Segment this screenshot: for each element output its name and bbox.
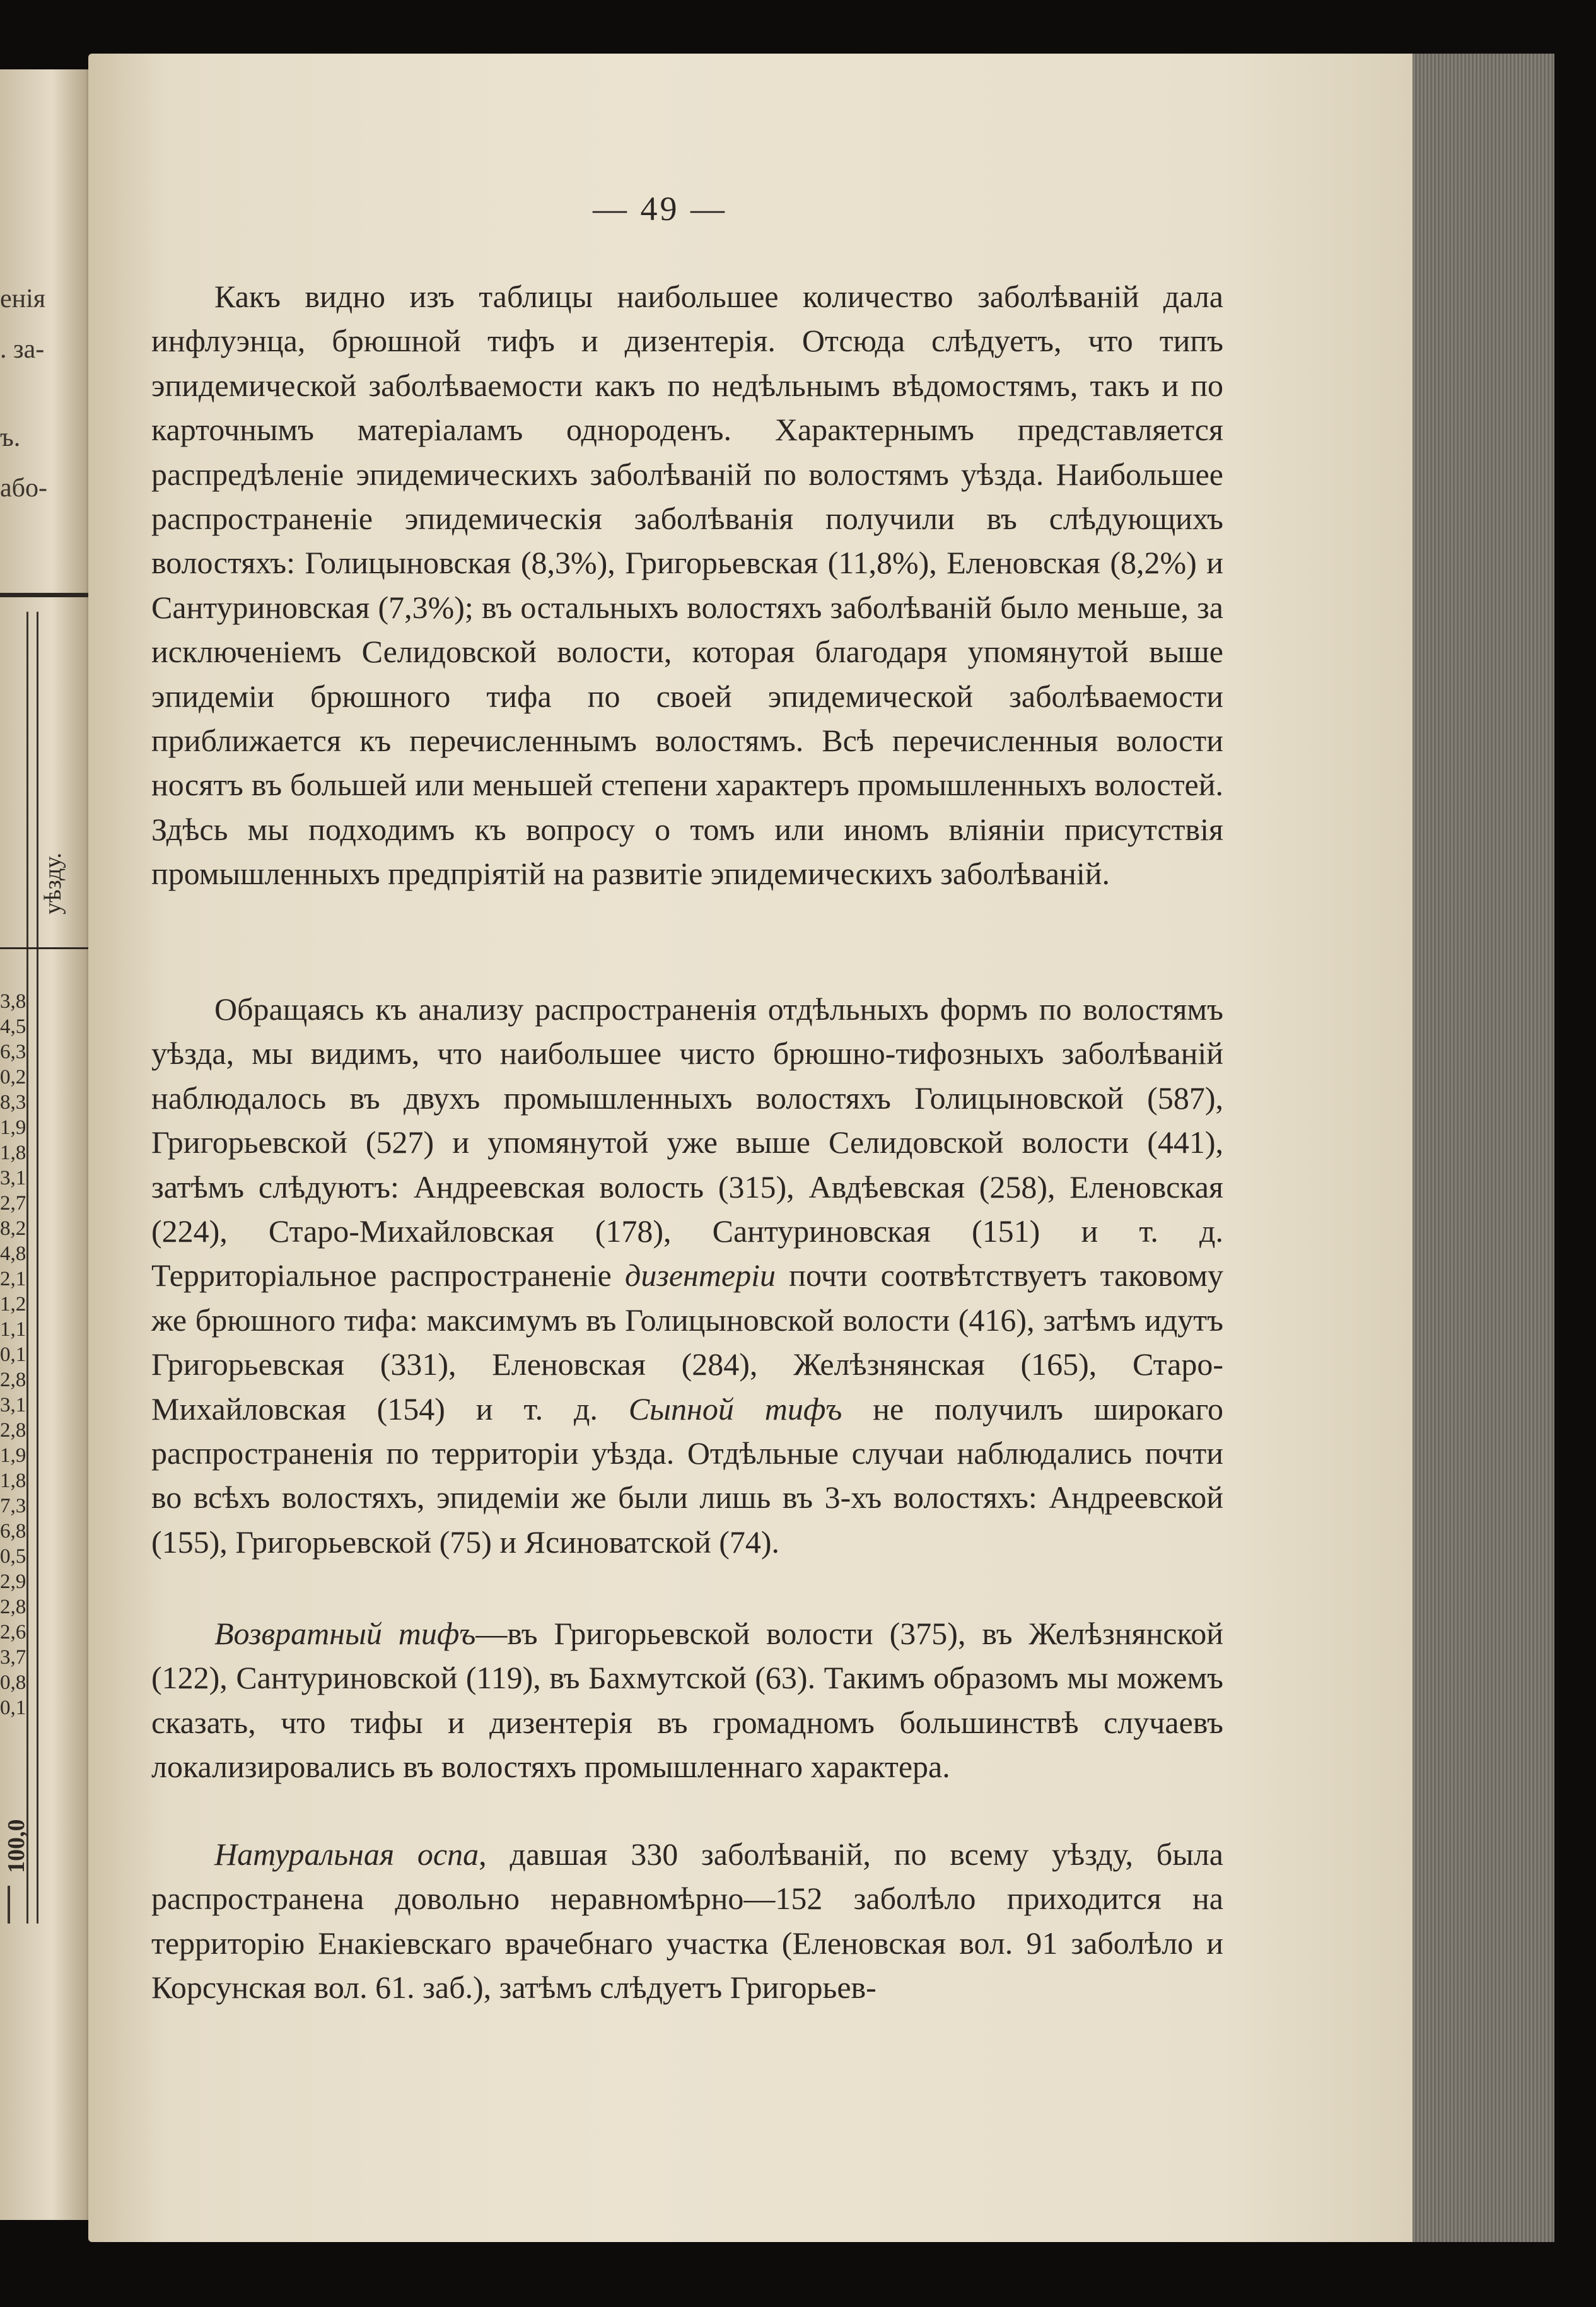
column-value: 0,1 (0, 1697, 26, 1719)
italic-term: Натуральная оспа (214, 1837, 479, 1872)
column-value: 3,7 (0, 1646, 26, 1669)
total-mark (8, 1886, 10, 1924)
paragraph-text: , давшая 330 заболѣваній, по всему уѣзду, была распространена довольно неравномѣрно—152 заболѣло приходится на территорію Енакіевскаго врачебнаго участка (Еленовская вол. 91 заболѣло и Корсунская вол. 61. заб.), затѣмъ слѣдуетъ Григорьев- (151, 1837, 1223, 2006)
previous-page-edge (0, 69, 95, 2220)
left-page-fragment: . за- (0, 335, 45, 364)
paragraph-text: почти соотвѣтствуетъ таковому же брюшного тифа: максимумъ въ Голицыновской волости (416), затѣмъ идутъ Григорьевская (331), Еленовская (284), Желѣзнянская (165), Старо-Михайловская (154) и т. д. (151, 1258, 1223, 1427)
column-value: 3,1 (0, 1167, 26, 1189)
column-value: 2,6 (0, 1621, 26, 1644)
column-value: 4,5 (0, 1015, 26, 1038)
table-column-divider (26, 612, 28, 1924)
paragraph (151, 1611, 1223, 1789)
table-top-rule (0, 593, 95, 597)
page-number: — 49 — (593, 190, 727, 228)
column-header: уѣзду. (40, 853, 66, 914)
column-value: 3,8 (0, 990, 26, 1013)
left-page-fragment: ъ. (0, 423, 21, 452)
column-value: 0,1 (0, 1343, 26, 1366)
column-value: 2,8 (0, 1596, 26, 1618)
column-value: 2,1 (0, 1268, 26, 1290)
column-value: 8,3 (0, 1091, 26, 1114)
column-value: 1,1 (0, 1318, 26, 1341)
column-total: 100,0 (3, 1819, 30, 1873)
table-column-divider (37, 612, 38, 1924)
column-value: 7,3 (0, 1495, 26, 1517)
column-value: 8,2 (0, 1217, 26, 1240)
paragraph-text: —въ Григорьевской волости (375), въ Желѣзнянской (122), Сантуриновской (119), въ Бахмутской (63). Такимъ образомъ мы можемъ сказать, что тифы и дизентерія въ громадномъ большинствѣ случаевъ локализировались въ волостяхъ промышленнаго характера. (151, 1616, 1224, 1785)
column-value: 1,9 (0, 1444, 26, 1467)
italic-term: дизентеріи (625, 1258, 776, 1294)
column-value: 2,7 (0, 1192, 26, 1215)
paragraph-text: Какъ видно изъ таблицы наибольшее количество заболѣваній дала инфлуэнца, брюшной тифъ и дизентерія. Отсюда слѣдуетъ, что типъ эпидемической заболѣваемости какъ по недѣльнымъ вѣдомостямъ, такъ и по карточнымъ матеріаламъ однороденъ. Характернымъ представляется распредѣленіе эпидемическихъ заболѣваній по волостямъ уѣзда. Наибольшее распространеніе эпидемическія заболѣванія получили въ слѣдующихъ волостяхъ: Голицыновская (8,3%), Григорьевская (11,8%), Еленовская (8,2%) и Сантуриновская (7,3%); въ остальныхъ волостяхъ заболѣваній было меньше, за исключеніемъ Селидовской волости, которая благодаря упомянутой выше эпидеміи брюшного тифа по своей эпидемической заболѣваемости приближается къ перечисленнымъ волостямъ. Всѣ перечисленныя волости носятъ въ большей или меньшей степени характеръ промышленныхъ волостей. Здѣсь мы подходимъ къ вопросу о томъ или иномъ вліяніи присутствія промышленныхъ предпріятій на развитіе эпидемическихъ заболѣваній. (151, 279, 1223, 892)
book-page-edges (1413, 54, 1554, 2242)
column-value: 6,8 (0, 1520, 26, 1543)
paragraph (151, 987, 1223, 1564)
left-page-fragment: або- (0, 474, 47, 503)
column-value: 1,8 (0, 1469, 26, 1492)
paragraph (151, 1832, 1223, 2010)
column-value: 3,1 (0, 1394, 26, 1416)
column-value: 4,8 (0, 1242, 26, 1265)
table-header-rule (0, 947, 95, 949)
paragraph (151, 274, 1223, 896)
column-value: 2,9 (0, 1570, 26, 1593)
column-value: 0,8 (0, 1671, 26, 1694)
left-page-fragment: енія (0, 284, 46, 313)
italic-term: Сыпной тифъ (628, 1391, 842, 1427)
column-value: 1,9 (0, 1116, 26, 1139)
paragraph-text: Обращаясь къ анализу распространенія отдѣльныхъ формъ по волостямъ уѣзда, мы видимъ, что наибольшее чисто брюшно-тифозныхъ заболѣваній наблюдалось въ двухъ промышленныхъ волостяхъ Голицыновской (587), Григорьевской (527) и упомянутой уже выше Селидовской волости (441), затѣмъ слѣдуютъ: Андреевская волость (315), Авдѣевская (258), Еленовская (224), Старо-Михайловская (178), Сантуриновская (151) и т. д. Территоріальное распространеніе (151, 991, 1223, 1294)
column-value: 6,3 (0, 1041, 26, 1063)
column-value: 0,5 (0, 1545, 26, 1568)
column-value: 0,2 (0, 1066, 26, 1089)
column-value: 2,8 (0, 1369, 26, 1391)
column-value: 1,8 (0, 1142, 26, 1164)
paragraph-text: не получилъ широкаго распространенія по территоріи уѣзда. Отдѣльные случаи наблюдались почти во всѣхъ волостяхъ, эпидеміи же были лишь въ 3-хъ волостяхъ: Андреевской (155), Григорьевской (75) и Ясиноватской (74). (151, 1391, 1223, 1560)
column-value: 1,2 (0, 1293, 26, 1316)
italic-term: Возвратный тифъ (214, 1616, 476, 1651)
column-value: 2,8 (0, 1419, 26, 1442)
